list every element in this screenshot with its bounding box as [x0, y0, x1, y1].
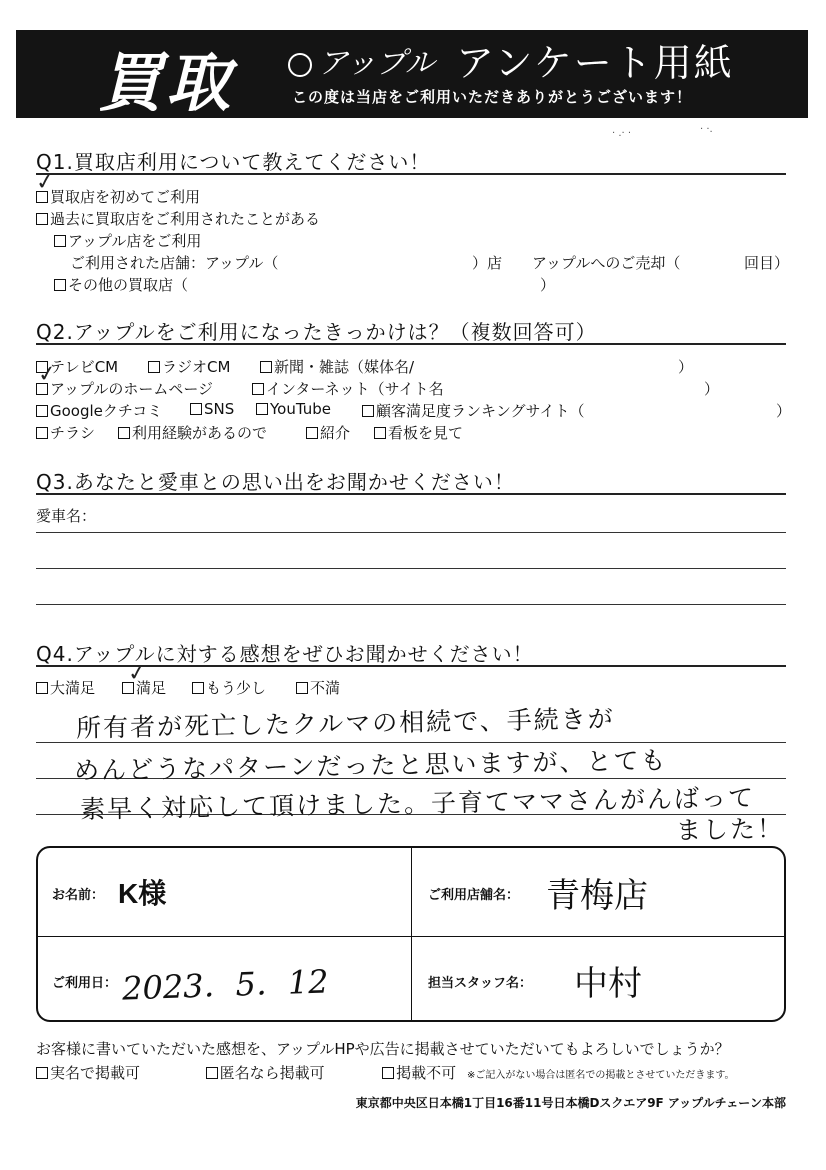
q2-option-label: Googleクチコミ — [50, 402, 163, 420]
q4-option-so-so[interactable] — [192, 677, 266, 698]
q2-option-radio[interactable] — [148, 356, 230, 377]
q1-option-other-end: ） — [540, 276, 556, 294]
info-divider — [411, 848, 412, 1020]
q2-title: Q2.アップルをご利用になったきっかけは？（複数回答可） — [36, 320, 597, 344]
q3-answer-line[interactable] — [36, 604, 786, 605]
q4-option-label: 不満 — [310, 679, 341, 697]
checkbox[interactable] — [296, 682, 308, 694]
q2-option-newspaper[interactable] — [260, 356, 414, 377]
q4-option-label: 大満足 — [50, 679, 96, 697]
q2-option-label: チラシ — [50, 424, 96, 442]
consent-option-label: 匿名なら掲載可 — [219, 1064, 325, 1082]
q2-option-label: 顧客満足度ランキングサイト（ — [376, 402, 585, 420]
kaitori-title: 買取 — [98, 47, 234, 121]
q4-rule — [36, 665, 786, 667]
checkbox[interactable] — [382, 1067, 394, 1079]
date-value[interactable]: 2023．5．12 — [121, 962, 330, 1008]
apple-logo-text: アップル — [318, 46, 435, 81]
customer-info-box — [36, 846, 786, 1022]
checkbox[interactable] — [252, 383, 264, 395]
checkbox[interactable] — [306, 427, 318, 439]
q1-rule — [36, 173, 786, 175]
q4-option-label: もう少し — [206, 679, 267, 697]
name-value[interactable]: K様 — [118, 878, 167, 909]
q2-option-internet[interactable] — [252, 378, 444, 399]
q1-count-suffix: 回目） — [744, 254, 790, 272]
checkbox[interactable] — [36, 427, 48, 439]
q2-option-label: 紹介 — [320, 424, 351, 442]
consent-option-label: 実名で掲載可 — [50, 1064, 141, 1082]
q4-handwritten-answer-line: 素早く対応して頂けました。子育てママさんがんばって — [79, 783, 756, 824]
q2-option-label: アップルのホームページ — [50, 380, 214, 398]
consent-option-label: 掲載不可 — [396, 1064, 457, 1082]
q2-option-label: インターネット（サイト名 — [266, 380, 444, 398]
publication-consent-options — [36, 1062, 735, 1083]
q2-option-label: 新聞・雑誌（媒体名/ — [274, 358, 415, 376]
q3-answer-line[interactable] — [36, 568, 786, 569]
q2-option-signboard[interactable] — [374, 422, 463, 443]
q1-option-first[interactable] — [36, 186, 200, 207]
q1-store-label: ご利用された店舗：アップル（ — [70, 254, 279, 272]
q3-answer-line[interactable] — [36, 532, 786, 533]
info-divider — [38, 936, 784, 937]
q1-store-suffix: ）店 — [472, 254, 503, 272]
q1-count-field[interactable] — [532, 252, 680, 273]
q1-count-label: アップルへのご売却（ — [532, 254, 681, 272]
q2-row2-end: ） — [704, 380, 720, 398]
checkbox[interactable] — [36, 682, 48, 694]
q4-option-very-satisfied[interactable] — [36, 677, 95, 698]
date-label: ご利用日： — [52, 976, 118, 991]
q1-store-field[interactable] — [70, 252, 278, 273]
apple-logo-mark-icon — [288, 53, 312, 77]
staff-value[interactable]: 中村 — [574, 964, 642, 1004]
q2-rule — [36, 343, 786, 345]
q2-option-label: 看板を見て — [388, 424, 464, 442]
consent-option-anonymous[interactable] — [206, 1064, 325, 1082]
checkbox[interactable] — [192, 682, 204, 694]
q1-title: Q1.買取店利用について教えてください！ — [36, 150, 431, 174]
q1-option-first-label: 買取店を初めてご利用 — [50, 188, 201, 206]
q1-option-apple[interactable] — [54, 230, 201, 251]
q1-option-past-label: 過去に買取店をご利用されたことがある — [50, 210, 321, 228]
company-address: 東京都中央区日本橋1丁目16番11号日本橋Dスクエア9F アップルチェーン本部 — [355, 1096, 786, 1110]
q1-option-past[interactable] — [36, 208, 320, 229]
q2-option-google[interactable] — [36, 400, 162, 421]
q4-handwritten-answer-line: 所有者が死亡したクルマの相続で、手続きが — [75, 704, 616, 743]
q4-handwritten-answer-line: ました！ — [675, 814, 785, 845]
q2-option-experience[interactable] — [118, 422, 267, 443]
q3-rule — [36, 493, 786, 495]
checkbox[interactable] — [362, 405, 374, 417]
checkbox[interactable] — [256, 403, 268, 415]
checkbox[interactable] — [36, 405, 48, 417]
checkbox[interactable] — [54, 235, 66, 247]
q2-option-label: YouTube — [270, 400, 331, 418]
q4-handwritten-answer-line: めんどうなパターンだったと思いますが、とても — [73, 745, 668, 786]
header-banner — [16, 30, 808, 121]
consent-option-real-name[interactable] — [36, 1064, 140, 1082]
checkbox[interactable] — [260, 361, 272, 373]
publication-consent-question: お客様に書いていただいた感想を、アップルHPや広告に掲載させていただいてもよろしいでしょうか？ — [36, 1040, 730, 1058]
q4-title: Q4.アップルに対する感想をぜひお聞かせください！ — [36, 642, 534, 666]
form-title: アンケート用紙 — [456, 41, 734, 85]
q2-option-flyer[interactable] — [36, 422, 95, 443]
q2-option-referral[interactable] — [306, 422, 350, 443]
car-name-label: 愛車名： — [36, 507, 97, 525]
q1-option-other-label: その他の買取店（ — [68, 276, 189, 294]
q4-option-label: 満足 — [136, 679, 167, 697]
check-mark-icon: ✓ — [36, 360, 59, 389]
q3-title: Q3.あなたと愛車との思い出をお聞かせください！ — [36, 470, 515, 494]
checkbox[interactable] — [36, 213, 48, 225]
q2-option-homepage[interactable] — [36, 378, 213, 399]
consent-note: ※ご記入がない場合は匿名での掲載とさせていただきます。 — [466, 1070, 735, 1081]
q2-option-label: SNS — [204, 400, 235, 418]
staff-label: 担当スタッフ名： — [428, 976, 533, 991]
scan-speck: · ·. — [700, 124, 713, 135]
store-label: ご利用店舗名： — [428, 888, 520, 903]
check-mark-icon: ✓ — [34, 168, 57, 197]
checkbox[interactable] — [190, 403, 202, 415]
store-value[interactable]: 青梅店 — [546, 876, 648, 916]
q1-option-apple-label: アップル店をご利用 — [68, 232, 202, 250]
checkbox[interactable] — [36, 1067, 48, 1079]
q1-option-other[interactable] — [54, 274, 188, 295]
scan-speck: · .· · — [612, 128, 632, 139]
form-subtitle: この度は当店をご利用いただきありがとうございます！ — [292, 88, 693, 106]
checkbox[interactable] — [148, 361, 160, 373]
apple-logo — [288, 38, 435, 82]
q2-option-label: 利用経験があるので — [132, 424, 268, 442]
q2-option-label: ラジオCM — [162, 358, 231, 376]
q2-option-ranking[interactable] — [362, 400, 585, 421]
checkbox[interactable] — [118, 427, 130, 439]
q4-option-dissatisfied[interactable] — [296, 677, 340, 698]
checkbox[interactable] — [374, 427, 386, 439]
q2-row3-end: ） — [776, 402, 792, 420]
checkbox[interactable] — [206, 1067, 218, 1079]
check-mark-icon: ✓ — [126, 659, 149, 688]
q2-option-youtube[interactable] — [256, 400, 331, 418]
name-label: お名前： — [52, 888, 105, 903]
checkbox[interactable] — [54, 279, 66, 291]
q2-option-label: テレビCM — [50, 358, 119, 376]
q2-option-sns[interactable] — [190, 400, 234, 418]
q2-row1-end: ） — [678, 358, 694, 376]
consent-option-not-allowed[interactable] — [382, 1064, 456, 1082]
